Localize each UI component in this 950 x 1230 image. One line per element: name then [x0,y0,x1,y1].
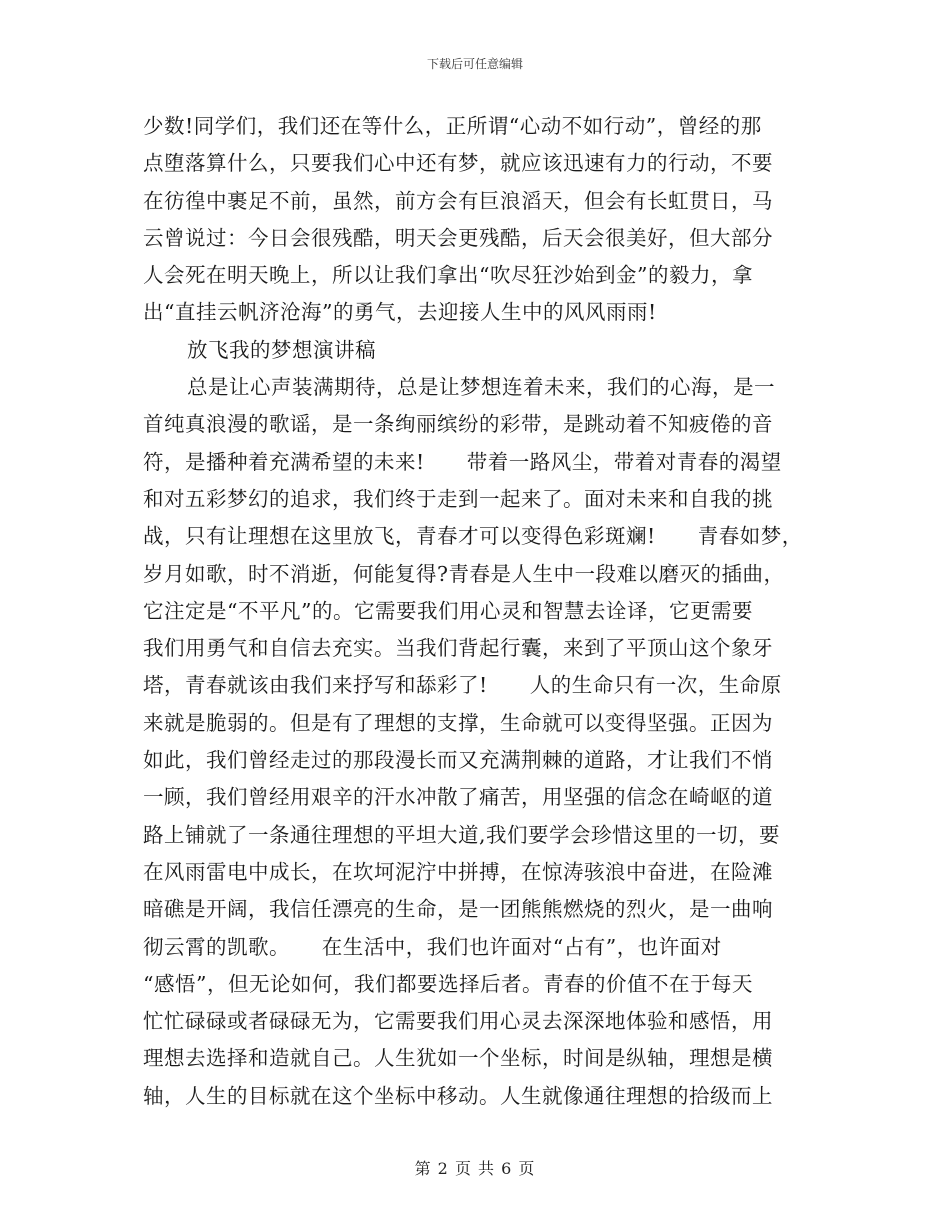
text-line: 我们用勇气和自信去充实。当我们背起行囊，来到了平顶山这个象牙 [143,636,773,661]
text-line: 如此，我们曾经走过的那段漫长而又充满荆棘的道路，才让我们不悄 [143,748,773,773]
text-line: 彻云霄的凯歌。 在生活中，我们也许面对“占有”，也许面对 [143,934,722,959]
text-line: 岁月如歌，时不消逝，何能复得?青春是人生中一段难以磨灭的插曲， [143,561,785,586]
text-line: 在风雨雷电中成长，在坎坷泥泞中拼搏，在惊涛骇浪中奋进，在险滩 [143,859,773,884]
text-line: 和对五彩梦幻的追求，我们终于走到一起来了。面对未来和自我的挑 [143,486,773,511]
section-title: 放飞我的梦想演讲稿 [187,337,376,362]
text-line: 战，只有让理想在这里放飞，青春才可以变得色彩斑斓! 青春如梦， [143,524,803,549]
text-line: 点堕落算什么，只要我们心中还有梦，就应该迅速有力的行动，不要 [143,151,773,176]
text-line: 人会死在明天晚上，所以让我们拿出“吹尽狂沙始到金”的毅力，拿 [143,263,753,288]
text-line: 一顾，我们曾经用艰辛的汗水冲散了痛苦，用坚强的信念在崎岖的道 [143,785,773,810]
text-line: 首纯真浪漫的歌谣，是一条绚丽缤纷的彩带，是跳动着不知疲倦的音 [143,412,773,437]
text-line: 路上铺就了一条通往理想的平坦大道,我们要学会珍惜这里的一切，要 [143,822,781,847]
text-line: 塔，青春就该由我们来抒写和舔彩了! 人的生命只有一次，生命原 [143,673,782,698]
text-line: 理想去选择和造就自己。人生犹如一个坐标，时间是纵轴，理想是横 [143,1046,773,1071]
text-line: 符，是播种着充满希望的未来! 带着一路风尘，带着对青春的渴望 [143,449,782,474]
text-line: 少数!同学们，我们还在等什么，正所谓“心动不如行动”，曾经的那 [143,114,762,138]
text-line: 暗礁是开阔，我信任漂亮的生命，是一团熊熊燃烧的烈火，是一曲响 [143,897,773,922]
text-line: “感悟”，但无论如何，我们都要选择后者。青春的价值不在于每天 [143,971,753,996]
text-line: 忙忙碌碌或者碌碌无为，它需要我们用心灵去深深地体验和感悟，用 [143,1009,773,1034]
text-line: 在彷徨中裹足不前，虽然，前方会有巨浪滔天，但会有长虹贯日，马 [143,188,773,213]
page-footer: 第 2 页 共 6 页 [414,1159,536,1178]
text-line: 轴，人生的目标就在这个坐标中移动。人生就像通往理想的拾级而上 [143,1083,773,1108]
text-line: 出“直挂云帆济沧海”的勇气，去迎接人生中的风风雨雨! [143,300,657,325]
page-header: 下载后可任意编辑 [426,57,523,71]
document-body [143,108,808,1115]
text-line: 总是让心声装满期待，总是让梦想连着未来，我们的心海，是一 [187,375,775,400]
text-line: 它注定是“不平凡”的。它需要我们用心灵和智慧去诠译，它更需要 [143,598,753,623]
text-line: 云曾说过：今日会很残酷，明天会更残酷，后天会很美好，但大部分 [143,225,773,250]
text-line: 来就是脆弱的。但是有了理想的支撑，生命就可以变得坚强。正因为 [143,710,773,735]
